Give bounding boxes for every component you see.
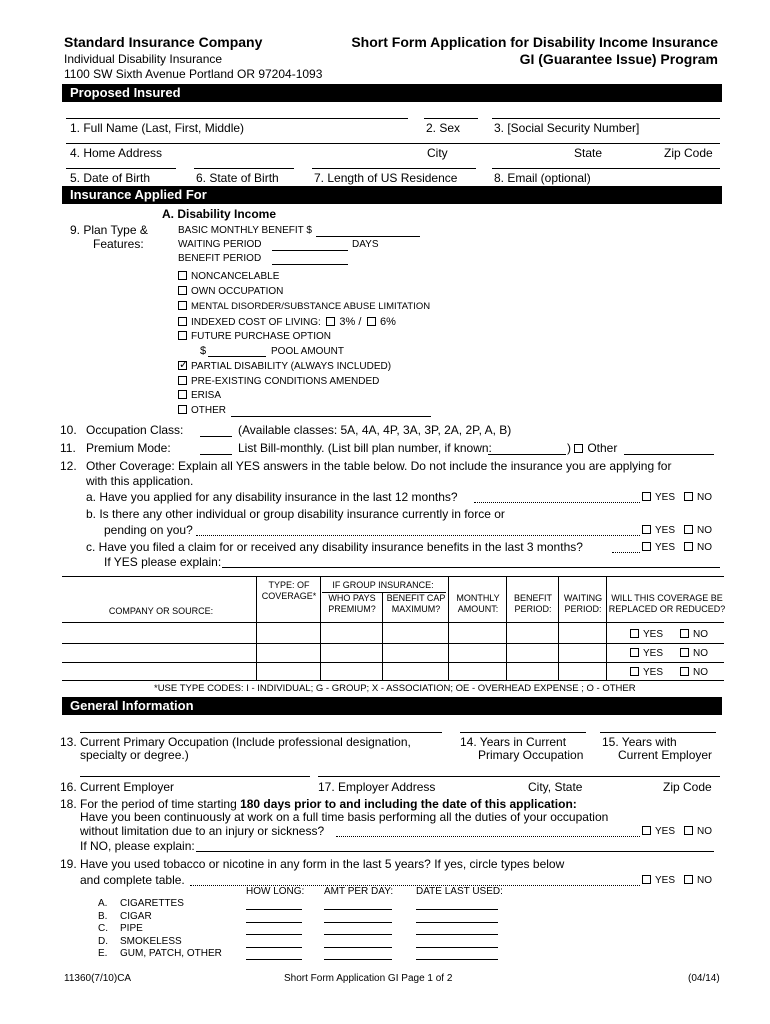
checkbox-icon[interactable]: [574, 444, 583, 453]
checkbox-icon[interactable]: [642, 542, 651, 551]
tobacco-field[interactable]: [324, 959, 392, 960]
home-address-label: 4. Home Address: [70, 146, 163, 160]
employer-city-state-label: City, State: [528, 780, 583, 794]
tobacco-letter: E.: [98, 948, 108, 959]
tobacco-field[interactable]: [246, 909, 302, 910]
page-label: Short Form Application GI Page 1 of 2: [284, 973, 453, 984]
email-label: 8. Email (optional): [494, 171, 591, 185]
tobacco-field[interactable]: [324, 934, 392, 935]
q15-label2: Current Employer: [618, 748, 713, 762]
city-label: City: [427, 146, 448, 160]
tobacco-field[interactable]: [416, 934, 498, 935]
checkbox-icon[interactable]: [684, 826, 693, 835]
checkbox-icon[interactable]: [630, 629, 639, 638]
premium-mode-field[interactable]: [200, 454, 232, 455]
option-mental-disorder[interactable]: MENTAL DISORDER/SUBSTANCE ABUSE LIMITATION: [178, 301, 430, 312]
revision-date: (04/14): [688, 973, 720, 984]
tobacco-field[interactable]: [246, 947, 302, 948]
col-replaced: WILL THIS COVERAGE BE REPLACED OR REDUCED?: [608, 593, 726, 614]
waiting-period-field[interactable]: [272, 250, 348, 251]
checkbox-icon[interactable]: [178, 405, 187, 414]
program-title: GI (Guarantee Issue) Program: [519, 51, 718, 67]
full-name-label: 1. Full Name (Last, First, Middle): [70, 121, 245, 135]
checkbox-icon[interactable]: [178, 317, 187, 326]
tobacco-field[interactable]: [416, 959, 498, 960]
tobacco-field[interactable]: [416, 947, 498, 948]
checkbox-icon[interactable]: [326, 317, 335, 326]
disability-income-label: A. Disability Income: [162, 207, 277, 221]
q12-line1: Other Coverage: Explain all YES answers in the table below. Do not include the insurance you are applying for: [86, 459, 672, 473]
option-partial-disability[interactable]: ✓PARTIAL DISABILITY (ALWAYS INCLUDED): [178, 361, 391, 372]
tobacco-field[interactable]: [324, 947, 392, 948]
checkbox-icon[interactable]: [642, 826, 651, 835]
q14-label2: Primary Occupation: [478, 748, 584, 762]
division-name: Individual Disability Insurance: [64, 52, 223, 66]
tobacco-field[interactable]: [246, 959, 302, 960]
q12-number: 12.: [60, 459, 77, 473]
q18-number: 18.: [60, 797, 77, 811]
option-other[interactable]: OTHER: [178, 405, 226, 416]
amt-per-day-header: AMT PER DAY:: [324, 886, 394, 897]
q19-number: 19.: [60, 857, 77, 871]
zip-label: Zip Code: [664, 146, 713, 160]
tobacco-letter: C.: [98, 923, 108, 934]
checkbox-icon[interactable]: [178, 286, 187, 295]
q18-no[interactable]: NO: [684, 826, 712, 837]
q10-number: 10.: [60, 423, 77, 437]
plan-type-label: 9. Plan Type &: [70, 223, 148, 237]
tobacco-letter: A.: [98, 898, 108, 909]
ssn-label: 3. [Social Security Number]: [494, 121, 640, 135]
checkbox-icon[interactable]: [684, 492, 693, 501]
state-of-birth-label: 6. State of Birth: [196, 171, 279, 185]
q12c-text: c. Have you filed a claim for or received any disability insurance benefits in the last 3 months?: [86, 540, 583, 554]
q12c-no[interactable]: NO: [684, 542, 712, 553]
checkbox-icon[interactable]: [178, 301, 187, 310]
col-type-coverage: TYPE: OF COVERAGE*: [261, 580, 317, 601]
q15-label: 15. Years with: [602, 735, 677, 749]
checkbox-icon[interactable]: [684, 542, 693, 551]
q12-explain-field[interactable]: [222, 567, 720, 568]
checkbox-icon[interactable]: [367, 317, 376, 326]
option-future-purchase[interactable]: FUTURE PURCHASE OPTION: [178, 331, 331, 342]
q12a-text: a. Have you applied for any disability insurance in the last 12 months?: [86, 490, 458, 504]
checkbox-icon[interactable]: [642, 492, 651, 501]
q19-no[interactable]: NO: [684, 875, 712, 886]
waiting-period-label: WAITING PERIOD: [178, 239, 262, 250]
q17-label: 17. Employer Address: [318, 780, 436, 794]
tobacco-letter: B.: [98, 910, 108, 922]
row3-yes[interactable]: YES: [630, 667, 663, 678]
tobacco-field[interactable]: [324, 909, 392, 910]
col-group-insurance: IF GROUP INSURANCE:: [332, 580, 434, 590]
date-last-used-header: DATE LAST USED:: [416, 886, 503, 897]
how-long-header: HOW LONG:: [246, 886, 305, 897]
other-field[interactable]: [231, 416, 431, 417]
pool-amount-field[interactable]: [208, 356, 266, 357]
q13-label: Current Primary Occupation (Include professional designation,: [80, 735, 411, 749]
option-indexed-col[interactable]: INDEXED COST OF LIVING: 3% / 6%: [178, 316, 396, 328]
tobacco-field[interactable]: [416, 909, 498, 910]
benefit-period-label: BENEFIT PERIOD: [178, 253, 262, 264]
q18-explain-field[interactable]: [196, 851, 714, 852]
checkbox-icon[interactable]: [680, 667, 689, 676]
q12b-no[interactable]: NO: [684, 525, 712, 536]
checkbox-icon[interactable]: [680, 648, 689, 657]
occupation-class-field[interactable]: [200, 436, 232, 437]
col-benefit-cap: BENEFIT CAP MAXIMUM?: [386, 593, 446, 614]
tobacco-type[interactable]: SMOKELESS: [120, 935, 182, 947]
checkbox-icon[interactable]: [178, 271, 187, 280]
checkbox-icon[interactable]: [178, 331, 187, 340]
tobacco-field[interactable]: [246, 922, 302, 923]
col-who-pays: WHO PAYS PREMIUM?: [328, 593, 376, 614]
form-number: 11360(7/10)CA: [64, 973, 132, 984]
company-address: 1100 SW Sixth Avenue Portland OR 97204-1093: [64, 67, 323, 81]
checkbox-icon[interactable]: [178, 390, 187, 399]
q16-number: 16.: [60, 780, 77, 794]
q16-label: Current Employer: [80, 780, 175, 794]
q12b-yes[interactable]: YES: [642, 525, 675, 536]
option-own-occupation[interactable]: OWN OCCUPATION: [178, 286, 283, 297]
q12a-yes[interactable]: YES: [642, 492, 675, 503]
q12-explain-label: If YES please explain:: [104, 555, 222, 569]
type-codes: *USE TYPE CODES: I - INDIVIDUAL; G - GROUP; X - ASSOCIATION; OE - OVERHEAD EXPENSE ; O - OTHER: [154, 683, 636, 694]
q12c-yes[interactable]: YES: [642, 542, 675, 553]
checkbox-icon[interactable]: [630, 648, 639, 657]
sex-label: 2. Sex: [426, 121, 461, 135]
tobacco-field[interactable]: [416, 922, 498, 923]
tobacco-letter: D.: [98, 935, 108, 947]
row2-yes[interactable]: YES: [630, 648, 663, 659]
col-waiting-period: WAITING PERIOD:: [563, 593, 603, 614]
q11-list-bill: List Bill-monthly. (List bill plan number, if known:: [238, 441, 492, 455]
q12b-text: b. Is there any other individual or group disability insurance currently in force or: [86, 507, 505, 521]
q13-label2: specialty or degree.): [80, 748, 189, 762]
checkbox-icon[interactable]: [642, 875, 651, 884]
tobacco-field[interactable]: [246, 934, 302, 935]
checkbox-icon[interactable]: [684, 525, 693, 534]
checkbox-checked-icon[interactable]: [178, 361, 187, 370]
q10-classes: (Available classes: 5A, 4A, 4P, 3A, 3P, 2A, 2P, A, B): [238, 423, 512, 437]
section-general-information: General Information: [62, 697, 722, 715]
q19-line1: Have you used tobacco or nicotine in any form in the last 5 years? If yes, circle types below: [80, 857, 565, 871]
q12a-no[interactable]: NO: [684, 492, 712, 503]
q18-line3: without limitation due to an injury or sickness?: [80, 824, 325, 838]
section-proposed-insured: Proposed Insured: [62, 84, 722, 102]
pool-amount-label: POOL AMOUNT: [271, 346, 344, 357]
checkbox-icon[interactable]: [630, 667, 639, 676]
employer-zip-label: Zip Code: [663, 780, 712, 794]
company-name: Standard Insurance Company: [64, 34, 263, 50]
tobacco-type[interactable]: CIGARETTES: [120, 898, 184, 909]
row2-no[interactable]: NO: [680, 648, 708, 659]
q19-yes[interactable]: YES: [642, 875, 675, 886]
row1-no[interactable]: NO: [680, 629, 708, 640]
q18-yes[interactable]: YES: [642, 826, 675, 837]
option-pre-existing[interactable]: PRE-EXISTING CONDITIONS AMENDED: [178, 376, 379, 387]
q14-label: 14. Years in Current: [460, 735, 567, 749]
tobacco-type[interactable]: CIGAR: [120, 910, 152, 922]
col-monthly-amount: MONTHLY AMOUNT:: [456, 593, 500, 614]
checkbox-icon[interactable]: [642, 525, 651, 534]
q18-explain-label: If NO, please explain:: [80, 839, 195, 853]
q12b-text2: pending on you?: [104, 523, 193, 537]
tobacco-type[interactable]: PIPE: [120, 923, 143, 934]
q19-line2: and complete table.: [80, 873, 185, 887]
section-insurance-applied: Insurance Applied For: [62, 186, 722, 204]
q11-other[interactable]: ) Other: [567, 441, 618, 455]
q11-label: Premium Mode:: [86, 441, 171, 455]
basic-benefit-label: BASIC MONTHLY BENEFIT $: [178, 225, 312, 236]
list-bill-number-field[interactable]: [488, 454, 566, 455]
row1-yes[interactable]: YES: [630, 629, 663, 640]
form-title: Short Form Application for Disability Income Insurance: [351, 34, 718, 50]
state-label: State: [574, 146, 603, 160]
q18-line2: Have you been continuously at work on a full time basis performing all the duties of your occupation: [80, 810, 609, 824]
tobacco-type[interactable]: GUM, PATCH, OTHER: [120, 948, 222, 959]
col-company-source: COMPANY OR SOURCE:: [108, 606, 214, 616]
checkbox-icon[interactable]: [178, 376, 187, 385]
q11-number: 11.: [60, 441, 76, 455]
q10-label: Occupation Class:: [86, 423, 184, 437]
q12-line2: with this application.: [86, 474, 194, 488]
option-erisa[interactable]: ERISA: [178, 390, 221, 401]
q13-number: 13.: [60, 735, 77, 749]
other-mode-field[interactable]: [624, 454, 714, 455]
col-benefit-period: BENEFIT PERIOD:: [513, 593, 552, 614]
basic-benefit-field[interactable]: [316, 236, 420, 237]
q18-line1: For the period of time starting 180 days prior to and including the date of this application:: [80, 797, 577, 811]
checkbox-icon[interactable]: [680, 629, 689, 638]
pool-dollar: $: [200, 345, 207, 357]
option-noncancelable[interactable]: NONCANCELABLE: [178, 271, 279, 282]
tobacco-field[interactable]: [324, 922, 392, 923]
benefit-period-field[interactable]: [272, 264, 348, 265]
days-label: DAYS: [352, 239, 379, 250]
features-label: Features:: [93, 237, 144, 251]
checkbox-icon[interactable]: [684, 875, 693, 884]
dob-label: 5. Date of Birth: [70, 171, 151, 185]
row3-no[interactable]: NO: [680, 667, 708, 678]
residence-label: 7. Length of US Residence: [314, 171, 458, 185]
